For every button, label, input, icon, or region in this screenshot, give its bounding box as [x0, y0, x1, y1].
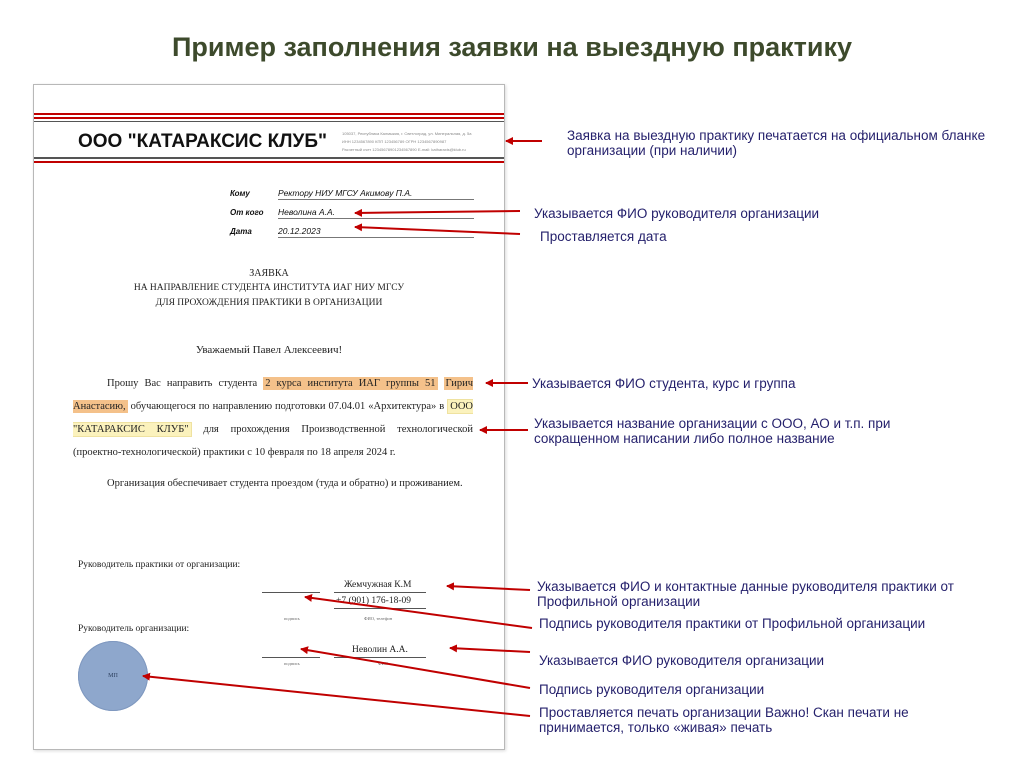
- body-text: для прохождения Производственной технологической (проектно-технологической) практики с 10 февраля по 18 апреля 2024 г.: [73, 424, 473, 458]
- doc-subheading: НА НАПРАВЛЕНИЕ СТУДЕНТА ИНСТИТУТА ИАГ НИУ МГСУ: [133, 283, 405, 293]
- arrow-org-head-fio-2: [450, 648, 530, 652]
- arrow-stamp: [143, 676, 530, 716]
- caption-fio-phone: ФИО, телефон: [364, 616, 393, 621]
- practice-head-name: Жемчужная К.М: [344, 580, 412, 590]
- field-value-from: Неволина А.А.: [278, 207, 474, 219]
- practice-head-phone: +7 (901) 176-18-09: [336, 596, 412, 606]
- body-paragraph-2: Организация обеспечивает студента проездом (туда и обратно) и проживанием.: [107, 478, 463, 489]
- annotation-practice-head: Указывается ФИО и контактные данные руководителя практики от Профильной организации: [537, 579, 954, 609]
- field-label-from: От кого: [230, 208, 264, 217]
- annotation-org-head-signature: Подпись руководителя организации: [539, 682, 765, 697]
- caption-signature: подпись: [284, 661, 300, 666]
- arrow-org-head-fio: [355, 211, 520, 213]
- annotation-practice-head-signature: Подпись руководителя практики от Профильной организации: [539, 616, 926, 631]
- field-value-date: 20.12.2023: [278, 226, 474, 238]
- body-text: Прошу Вас направить студента: [107, 378, 258, 389]
- stamp-label: МП: [108, 673, 118, 679]
- field-value-to: Ректору НИУ МГСУ Акимову П.А.: [278, 188, 474, 200]
- student-name-highlight: Гирич Анастасию,: [73, 378, 473, 412]
- field-label-date: Дата: [230, 227, 252, 236]
- org-name-highlight: ООО "КАТАРАКСИС КЛУБ": [73, 401, 473, 435]
- annotation-letterhead: Заявка на выездную практику печатается на официальном бланке организации (при наличии): [567, 128, 986, 158]
- slide-title: Пример заполнения заявки на выездную практику: [172, 32, 852, 62]
- arrow-practice-head: [447, 586, 530, 590]
- annotation-org-name: Указывается название организации с ООО, АО и т.п. при сокращенном написании либо полное название: [534, 416, 891, 446]
- annotation-date: Проставляется дата: [540, 229, 667, 244]
- org-head-label: Руководитель организации:: [78, 624, 190, 634]
- body-text: обучающегося по направлению подготовки 07.04.01 «Архитектура» в: [127, 401, 448, 412]
- arrow-org-head-signature: [301, 649, 530, 688]
- annotation-org-head-fio-2: Указывается ФИО руководителя организации: [539, 653, 825, 668]
- annotation-student: Указывается ФИО студента, курс и группа: [532, 376, 796, 391]
- caption-signature: подпись: [284, 616, 300, 621]
- letterhead-org-name: ООО "КАТАРАКСИС КЛУБ": [78, 131, 327, 152]
- annotation-stamp: Проставляется печать организации Важно! Скан печати не принимается, только «живая» печать: [539, 705, 909, 735]
- student-course-highlight: 2 курса института ИАГ группы 51: [265, 378, 436, 389]
- doc-subheading: ДЛЯ ПРОХОЖДЕНИЯ ПРАКТИКИ В ОРГАНИЗАЦИИ: [155, 298, 383, 308]
- letterhead-address-line: Расчетный счет 12345678901234567890 E-mail: katharaxis@klub.ru: [342, 147, 466, 152]
- arrow-date: [355, 227, 520, 234]
- annotation-org-head-fio: Указывается ФИО руководителя организации: [534, 206, 820, 221]
- arrow-practice-head-signature: [305, 597, 532, 628]
- practice-head-label: Руководитель практики от организации:: [78, 560, 241, 570]
- doc-heading: ЗАЯВКА: [249, 268, 289, 279]
- caption-fio: ФИО: [378, 661, 389, 666]
- field-label-to: Кому: [230, 189, 250, 198]
- letterhead-address-line: 105037, Республика Калмыкия, г. Светлоград, ул. Минеральная, д. 5а: [342, 131, 472, 136]
- org-head-name: Неволин А.А.: [352, 645, 408, 655]
- letterhead-address-line: ИНН 1234567890 КПП 123456789 ОГРН 1234567890987: [342, 139, 447, 144]
- greeting: Уважаемый Павел Алексеевич!: [195, 344, 343, 356]
